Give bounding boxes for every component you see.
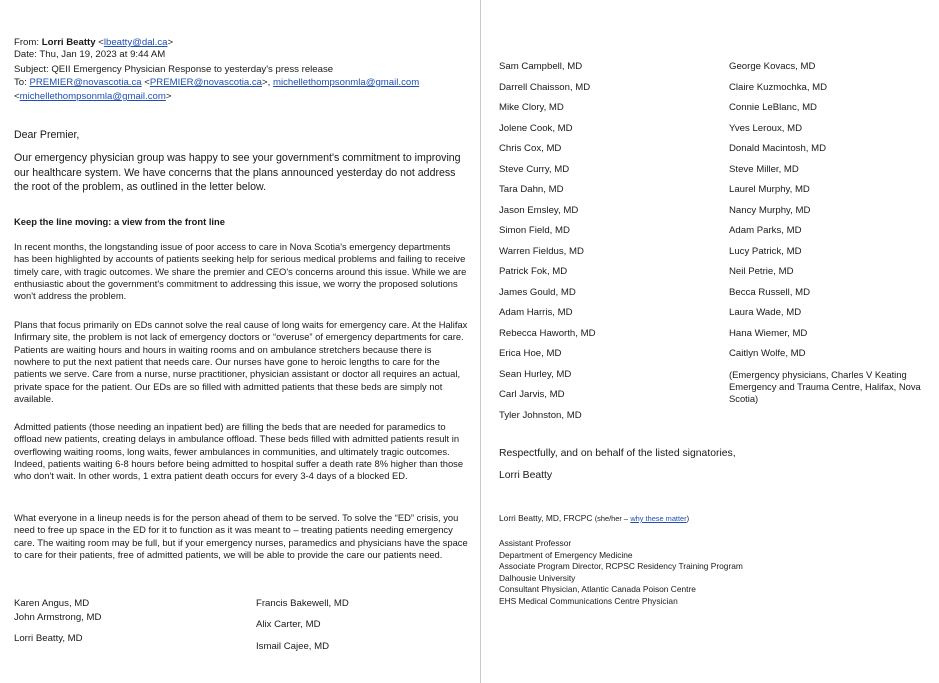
from-line: From: Lorri Beatty <lbeatty@dal.ca> <box>14 37 174 48</box>
signatory-name: Tara Dahn, MD <box>499 184 564 195</box>
closing-respectfully: Respectfully, and on behalf of the listed signatories, <box>499 448 736 459</box>
signature-pronouns-end: ) <box>686 514 690 523</box>
body-paragraph: What everyone in a lineup needs is for the person ahead of them to be served. To solve the “ED” crisis, you need to free up space in the ED for it to function as it was meant to – treating patients needing emergency care. The waiting room may be full, but if your emergency nurses, paramedics and physicians have the space to care for their patients, free of admitted patients, we will be able to provide the care our patients need. <box>14 512 468 561</box>
signatory-name: Steve Curry, MD <box>499 163 570 175</box>
signatory-name: Steve Miller, MD <box>729 163 799 175</box>
signatory-name: Adam Parks, MD <box>729 225 802 236</box>
signature-title: Consultant Physician, Atlantic Canada Poison Centre <box>499 584 696 595</box>
signature-name: Lorri Beatty, MD, FRCPC <box>499 513 593 523</box>
to-email-link[interactable]: PREMIER@novascotia.ca <box>29 77 142 88</box>
signatory-name: Jolene Cook, MD <box>499 122 573 134</box>
signatory-name: Hana Wiemer, MD <box>729 327 808 339</box>
signatory-name: Donald Macintosh, MD <box>729 143 827 154</box>
signatory-name: Simon Field, MD <box>499 225 570 236</box>
letter-page-right <box>481 0 939 683</box>
signatory-name: Darrell Chaisson, MD <box>499 81 591 93</box>
to-line: To: PREMIER@novascotia.ca <PREMIER@novascotia.ca>, michellethompsonmla@gmail.com <box>14 77 420 88</box>
signatory-name: Lorri Beatty, MD <box>14 633 83 644</box>
signature-pronouns: (she/her – <box>594 514 628 523</box>
to-email-link[interactable]: michellethompsonmla@gmail.com <box>19 91 166 102</box>
letter-heading: Keep the line moving: a view from the front line <box>14 216 225 227</box>
signatory-name: Laurel Murphy, MD <box>729 184 810 195</box>
signature-title: Assistant Professor <box>499 538 572 548</box>
signatory-name: Tyler Johnston, MD <box>499 409 582 421</box>
body-paragraph: Admitted patients (those needing an inpatient bed) are filling the beds that are needed for paramedics to offload new patients, creating delays in ambulance offload. These beds filled with admitted patients result in overflowing waiting rooms, long waits, fewer ambulances in communities, and ultimately tragic outcomes. Indeed, patients waiting 6-8 hours before being admitted to hospital suffer a death rate 8% higher than those who don't wait. In other words, 1 extra patient death occurs for every 3-4 days of a blocked ED. <box>14 421 464 482</box>
signatory-name: Nancy Murphy, MD <box>729 204 811 216</box>
signature-title: Associate Program Director, RCPSC Residency Training Program <box>499 561 743 572</box>
to-email-link[interactable]: PREMIER@novascotia.ca <box>149 77 263 88</box>
pronouns-link[interactable]: why these matter <box>630 514 687 523</box>
from-label: From: <box>14 37 40 48</box>
closing-name: Lorri Beatty <box>499 470 553 481</box>
signatory-name: Alix Carter, MD <box>256 619 321 630</box>
signatory-name: Neil Petrie, MD <box>729 266 794 277</box>
signatory-name: Warren Fieldus, MD <box>499 245 584 257</box>
intro-paragraph: Our emergency physician group was happy to see your government's commitment to improving our healthcare system. We have concerns that the plans announced yesterday do not address the root of the problem, as outlined in the letter below. <box>14 152 461 194</box>
signatory-name: Rebecca Haworth, MD <box>499 327 596 339</box>
to-label: To: <box>14 77 27 88</box>
signatory-name: Sam Campbell, MD <box>499 61 583 72</box>
date-line: Date: Thu, Jan 19, 2023 at 9:44 AM <box>14 49 166 60</box>
signatory-name: Karen Angus, MD <box>14 598 90 609</box>
to-email-link[interactable]: michellethompsonmla@gmail.com <box>272 77 420 88</box>
from-name: Lorri Beatty <box>41 37 96 48</box>
signatory-name: Connie LeBlanc, MD <box>729 102 817 113</box>
signatory-name: Patrick Fok, MD <box>499 266 568 277</box>
signature-title: Department of Emergency Medicine <box>499 549 633 560</box>
signatory-name: Laura Wade, MD <box>729 307 802 318</box>
signatory-name: Lucy Patrick, MD <box>729 245 802 257</box>
signatory-name: Claire Kuzmochka, MD <box>729 81 828 93</box>
signatory-name: Chris Cox, MD <box>499 143 562 154</box>
signatory-name: Jason Emsley, MD <box>499 204 579 216</box>
signature-name-line <box>499 513 689 525</box>
subject-line: Subject: QEII Emergency Physician Response to yesterday's press release <box>14 64 334 75</box>
signatory-name: Carl Jarvis, MD <box>499 389 565 400</box>
signatory-name: Yves Leroux, MD <box>729 122 803 134</box>
signatory-name: Francis Bakewell, MD <box>256 598 349 609</box>
group-note: (Emergency physicians, Charles V Keating Emergency and Trauma Centre, Halifax, Nova Scotia) <box>729 369 921 404</box>
from-email-link[interactable]: lbeatty@dal.ca <box>103 37 168 48</box>
body-paragraph: Plans that focus primarily on EDs cannot solve the real cause of long waits for emergency care. At the Halifax Infirmary site, the problem is not lack of emergency doctors or “overuse” of emergency departments for care. Patients are waiting hours and hours in waiting rooms and on ambulance stretchers because there is nowhere to put the next patient that needs care. Our nurses have gone to heroic lengths to care for the patients we serve. Care from a nurse, nurse practitioner, physician assistant or doctor all requires an actual, private space for the patient. Our EDs are so filled with admitted patients that these beds are simply not available. <box>14 319 468 405</box>
signatory-name: Mike Clory, MD <box>499 102 564 113</box>
salutation: Dear Premier, <box>14 129 80 141</box>
signatory-name: Becca Russell, MD <box>729 286 811 298</box>
body-paragraph: In recent months, the longstanding issue of poor access to care in Nova Scotia's emergency departments has been highlighted by accounts of patients seeking help for serious medical problems and failing to receive timely care, with tragic outcomes. We share the premier and CEO's concerns around this issue. While we are enthusiastic about the government's commitment to addressing this issue, we worry the proposed solutions won't address the problem. <box>14 241 467 302</box>
signature-title: Dalhousie University <box>499 572 576 583</box>
signatory-name: George Kovacs, MD <box>729 61 816 72</box>
signatory-name: James Gould, MD <box>499 286 576 298</box>
signatory-name: Adam Harris, MD <box>499 307 573 318</box>
signatory-name: Ismail Cajee, MD <box>256 641 330 652</box>
signatory-name: Erica Hoe, MD <box>499 348 562 359</box>
signatory-name: Caitlyn Wolfe, MD <box>729 348 806 359</box>
signature-title: EHS Medical Communications Centre Physician <box>499 596 678 606</box>
signatory-name: Sean Hurley, MD <box>499 368 572 380</box>
signatory-name: John Armstrong, MD <box>14 612 102 623</box>
to-line-continued: <michellethompsonmla@gmail.com> <box>14 91 172 102</box>
